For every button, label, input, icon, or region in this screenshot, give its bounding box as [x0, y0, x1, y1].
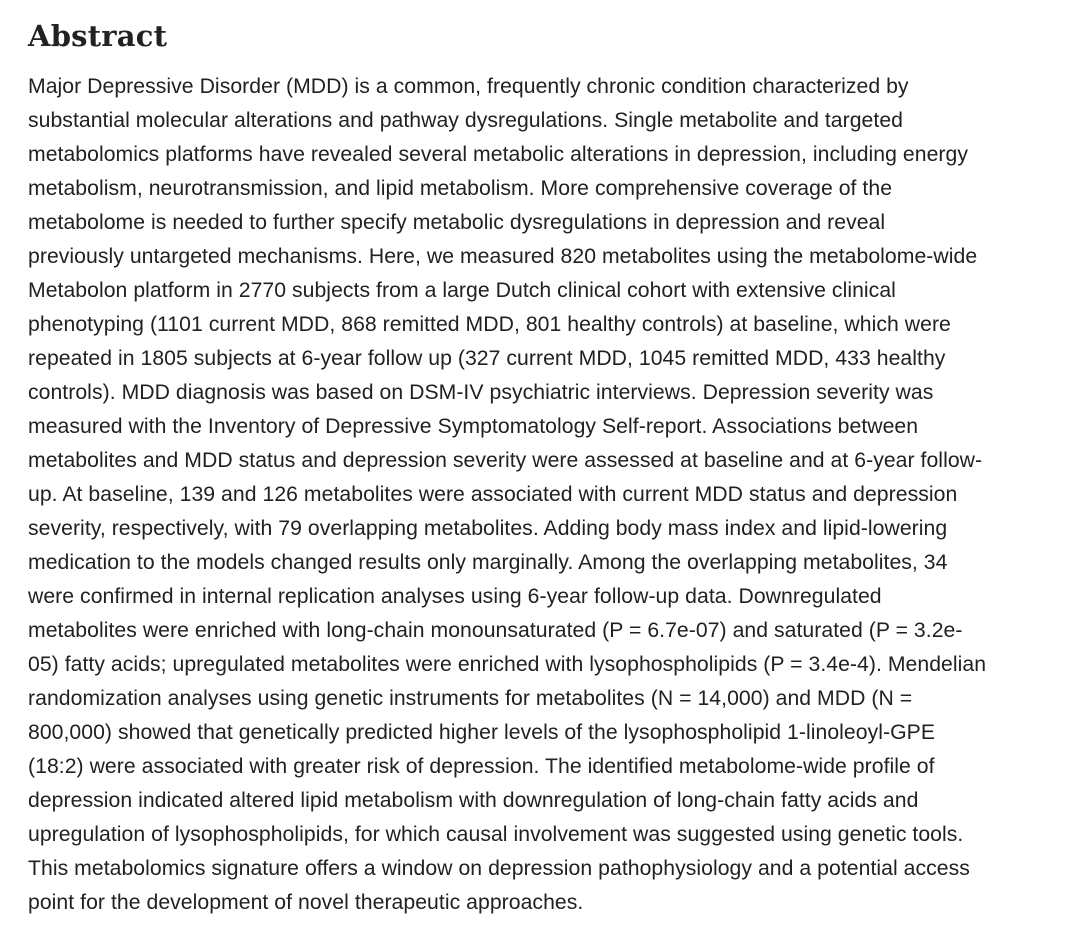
abstract-section	[28, 16, 1058, 920]
abstract-line: medication to the models changed results only marginally. Among the overlapping metabolites, 34	[28, 551, 948, 574]
abstract-line: measured with the Inventory of Depressive Symptomatology Self-report. Associations between	[28, 415, 919, 438]
abstract-line: Major Depressive Disorder (MDD) is a common, frequently chronic condition characterized by	[28, 75, 909, 98]
abstract-line: metabolites and MDD status and depression severity were assessed at baseline and at 6-year follow-	[28, 449, 983, 472]
abstract-line: severity, respectively, with 79 overlapping metabolites. Adding body mass index and lipid-lowering	[28, 517, 948, 540]
abstract-line: metabolism, neurotransmission, and lipid metabolism. More comprehensive coverage of the	[28, 177, 893, 200]
abstract-line: up. At baseline, 139 and 126 metabolites were associated with current MDD status and depression	[28, 483, 958, 506]
abstract-line: depression indicated altered lipid metabolism with downregulation of long-chain fatty acids and	[28, 789, 919, 812]
abstract-line: randomization analyses using genetic instruments for metabolites (N = 14,000) and MDD (N =	[28, 687, 913, 710]
abstract-line: metabolites were enriched with long-chain monounsaturated (P = 6.7e-07) and saturated (P = 3.2e-	[28, 619, 963, 642]
abstract-body	[28, 70, 1058, 920]
abstract-line: point for the development of novel therapeutic approaches.	[28, 891, 584, 914]
abstract-heading: Abstract	[28, 19, 168, 53]
abstract-line: Metabolon platform in 2770 subjects from a large Dutch clinical cohort with extensive clinical	[28, 279, 896, 302]
abstract-line: metabolomics platforms have revealed several metabolic alterations in depression, including energy	[28, 143, 968, 166]
abstract-line: 800,000) showed that genetically predicted higher levels of the lysophospholipid 1-linoleoyl-GPE	[28, 721, 935, 744]
abstract-line: This metabolomics signature offers a window on depression pathophysiology and a potential access	[28, 857, 970, 880]
abstract-line: (18:2) were associated with greater risk of depression. The identified metabolome-wide profile of	[28, 755, 935, 778]
abstract-line: substantial molecular alterations and pathway dysregulations. Single metabolite and targeted	[28, 109, 903, 132]
abstract-line: 05) fatty acids; upregulated metabolites were enriched with lysophospholipids (P = 3.4e-4). Mendelian	[28, 653, 987, 676]
abstract-line: upregulation of lysophospholipids, for which causal involvement was suggested using genetic tools.	[28, 823, 964, 846]
abstract-line: controls). MDD diagnosis was based on DSM-IV psychiatric interviews. Depression severity was	[28, 381, 934, 404]
abstract-line: metabolome is needed to further specify metabolic dysregulations in depression and reveal	[28, 211, 886, 234]
abstract-line: were confirmed in internal replication analyses using 6-year follow-up data. Downregulated	[28, 585, 882, 608]
abstract-line: phenotyping (1101 current MDD, 868 remitted MDD, 801 healthy controls) at baseline, which were	[28, 313, 951, 336]
abstract-line: repeated in 1805 subjects at 6-year follow up (327 current MDD, 1045 remitted MDD, 433 healthy	[28, 347, 946, 370]
abstract-line: previously untargeted mechanisms. Here, we measured 820 metabolites using the metabolome-wide	[28, 245, 978, 268]
